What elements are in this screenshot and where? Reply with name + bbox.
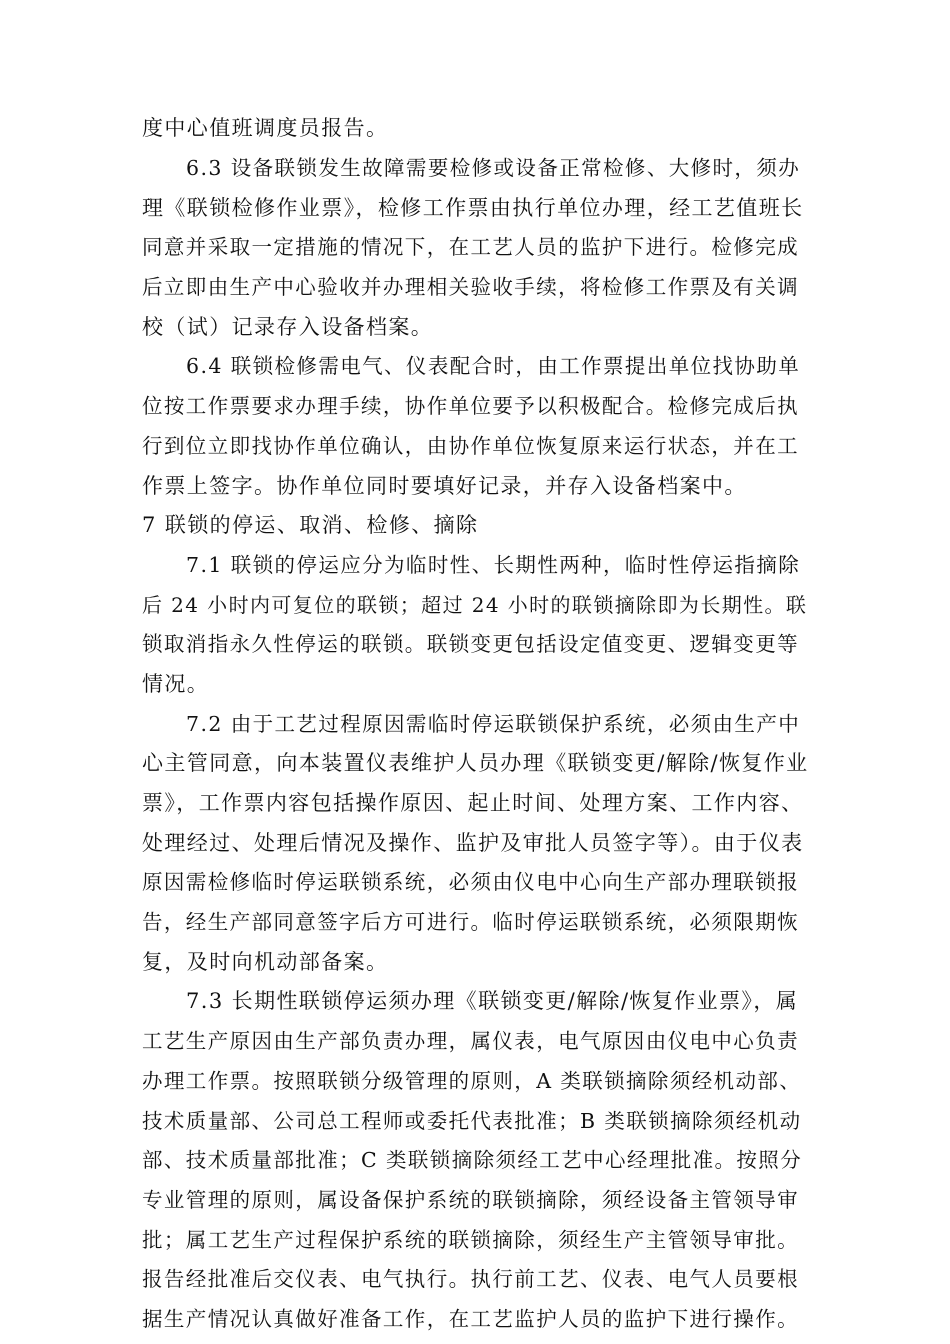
paragraph-7-1-start: 7.1 联锁的停运应分为临时性、长期性两种，临时性停运指摘除 <box>186 553 801 577</box>
text-line: 校（试）记录存入设备档案。 <box>142 315 434 339</box>
text-line: 批；属工艺生产过程保护系统的联锁摘除，须经生产主管领导审批。 <box>142 1228 799 1252</box>
text-line: 技术质量部、公司总工程师或委托代表批准；B 类联锁摘除须经机动 <box>142 1109 802 1133</box>
text-line: 办理工作票。按照联锁分级管理的原则，A 类联锁摘除须经机动部、 <box>142 1069 802 1093</box>
text-line: 复，及时向机动部备案。 <box>142 950 389 974</box>
text-line: 原因需检修临时停运联锁系统，必须由仪电中心向生产部办理联锁报 <box>142 870 799 894</box>
text-line: 后立即由生产中心验收并办理相关验收手续，将检修工作票及有关调 <box>142 275 799 299</box>
text-line: 据生产情况认真做好准备工作，在工艺监护人员的监护下进行操作。 <box>142 1307 799 1331</box>
text-line: 同意并采取一定措施的情况下，在工艺人员的监护下进行。检修完成 <box>142 235 799 259</box>
text-line: 心主管同意，向本装置仪表维护人员办理《联锁变更/解除/恢复作业 <box>142 751 809 775</box>
paragraph-6-3-start: 6.3 设备联锁发生故障需要检修或设备正常检修、大修时，须办 <box>186 156 801 180</box>
text-line: 部、技术质量部批准；C 类联锁摘除须经工艺中心经理批准。按照分 <box>142 1148 803 1172</box>
text-line: 处理经过、处理后情况及操作、监护及审批人员签字等）。由于仪表 <box>142 831 804 855</box>
text-line: 票》，工作票内容包括操作原因、起止时间、处理方案、工作内容、 <box>142 791 804 815</box>
text-line: 作票上签字。协作单位同时要填好记录，并存入设备档案中。 <box>142 474 747 498</box>
paragraph-7-2-start: 7.2 由于工艺过程原因需临时停运联锁保护系统，必须由生产中 <box>186 712 801 736</box>
text-line: 专业管理的原则，属设备保护系统的联锁摘除，须经设备主管领导审 <box>142 1188 799 1212</box>
section-7-heading: 7 联锁的停运、取消、检修、摘除 <box>142 513 479 537</box>
text-line: 理《联锁检修作业票》，检修工作票由执行单位办理，经工艺值班长 <box>142 196 804 220</box>
text-line: 后 24 小时内可复位的联锁；超过 24 小时的联锁摘除即为长期性。联 <box>142 593 808 617</box>
text-line: 行到位立即找协作单位确认，由协作单位恢复原来运行状态，并在工 <box>142 434 799 458</box>
text-line: 告，经生产部同意签字后方可进行。临时停运联锁系统，必须限期恢 <box>142 910 799 934</box>
text-line: 报告经批准后交仪表、电气执行。执行前工艺、仪表、电气人员要根 <box>142 1267 799 1291</box>
text-line: 工艺生产原因由生产部负责办理，属仪表，电气原因由仪电中心负责 <box>142 1029 799 1053</box>
text-line: 情况。 <box>142 672 210 696</box>
paragraph-6-4-start: 6.4 联锁检修需电气、仪表配合时，由工作票提出单位找协助单 <box>186 354 801 378</box>
text-line: 锁取消指永久性停运的联锁。联锁变更包括设定值变更、逻辑变更等 <box>142 632 799 656</box>
text-line: 度中心值班调度员报告。 <box>142 116 389 140</box>
paragraph-7-3-start: 7.3 长期性联锁停运须办理《联锁变更/解除/恢复作业票》，属 <box>186 989 799 1013</box>
text-line: 位按工作票要求办理手续，协作单位要予以积极配合。检修完成后执 <box>142 394 799 418</box>
